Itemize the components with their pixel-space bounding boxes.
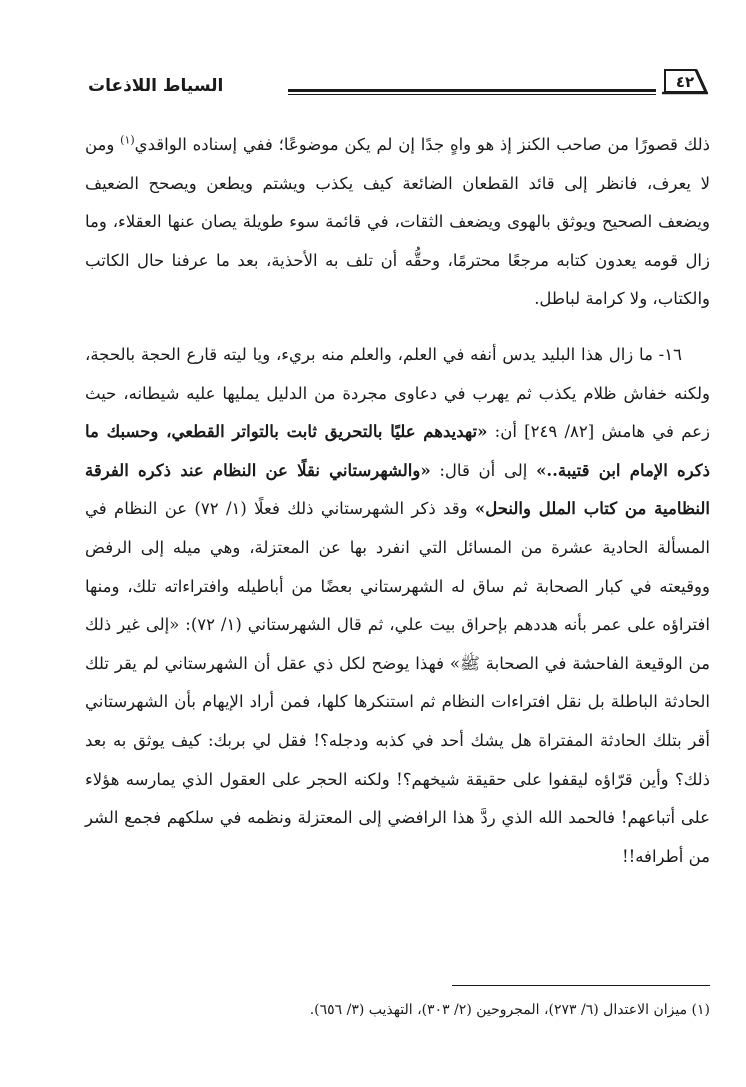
header-rule-thick	[288, 89, 656, 92]
footnote-separator	[452, 985, 710, 986]
running-header	[88, 66, 708, 106]
page-number: ٤٢	[675, 73, 695, 91]
footnote-1: (١) ميزان الاعتدال (٦/ ٢٧٣)، المجروحين (٢/ ٣٠٣)، التهذيب (٣/ ٦٥٦).	[309, 1002, 710, 1018]
p2-quote-2: «والشهرستاني نقلًا عن النظام عند ذكره الفرقة النظامية من كتاب الملل والنحل»	[85, 460, 710, 519]
running-title: السياط اللاذعات	[88, 76, 224, 96]
p2-text-1: ١٦- ما زال هذا البليد يدس أنفه في العلم، والعلم منه بريء، ويا ليته قارع الحجة بالحجة، ولكنه خفاش ظلام يكذب ثم يهرب في دعاوى مجردة من الدليل يمليها عليه شيطانه، حيث زعم في هامش [٨٢/ ٢٤٩] أن:	[85, 344, 710, 442]
footnote-marker: (١)	[120, 133, 135, 147]
p1-text-before-note: ذلك قصورًا من صاحب الكنز إذ هو واهٍ جدًا إن لم يكن موضوعًا؛ ففي إسناده الواقدي	[134, 135, 710, 154]
page-number-badge	[662, 66, 708, 96]
p2-text-2: إلى أن قال:	[430, 460, 537, 480]
p2-quote-1: «تهديدهم عليًا بالتحريق ثابت بالتواتر القطعي، وحسبك ما ذكره الإمام ابن قتيبة..»	[85, 422, 710, 480]
header-rule-thin	[288, 94, 656, 95]
paragraph-2	[85, 336, 710, 876]
p2-text-3: وقد ذكر الشهرستاني ذلك فعلًا (١/ ٧٢) عن النظام في المسألة الحادية عشرة من المسائل التي انفرد بها عن المعتزلة، وهي ميله إلى الرفض ووقيعته في كبار الصحابة ثم ساق له الشهرستاني بعضًا من أباطيله وافتراءاته تلك، ومنها افتراؤه على عمر بأنه هددهم بإحراق بيت علي، ثم قال الشهرستاني (١/ ٧٢): «إلى غير ذلك من الوقيعة الفاحشة في الصحابة ﷺ» فهذا يوضح لكل ذي عقل أن الشهرستاني لم يقر تلك الحادثة الباطلة بل نقل افتراءات النظام ثم استنكرها كلها، فمن أراد الإيهام بأن الشهرستاني أقر بتلك الحادثة المفتراة هل يشك أحد في كذبه ودجله؟! فقل لي بربك: كيف يوثق به بعد ذلك؟ وأين قرّاؤه ليقفوا على حقيقة شيخهم؟! ولكنه الحجر على العقول الذي يمارسه هؤلاء على أتباعهم! فالحمد الله الذي ردَّ هذا الرافضي إلى المعتزلة ونظمه في سلكهم فجمع الشر من أطرافه!!	[85, 499, 711, 866]
paragraph-1	[85, 126, 710, 319]
p1-text-after-note: ومن لا يعرف، فانظر إلى قائد القطعان الضائعة كيف يكذب ويشتم ويطعن ويصحح الضعيف ويضعف الصحيح ويوثق بالهوى ويضعف الثقات، في قائمة سوء طويلة يصان عنها العقلاء، وما زال قومه يعدون كتابه مرجعًا محترمًا، وحقُّه أن تلف به الأحذية، بعد ما عرفنا حال الكاتب والكتاب، ولا كرامة لباطل.	[85, 135, 710, 309]
main-text	[85, 126, 710, 876]
